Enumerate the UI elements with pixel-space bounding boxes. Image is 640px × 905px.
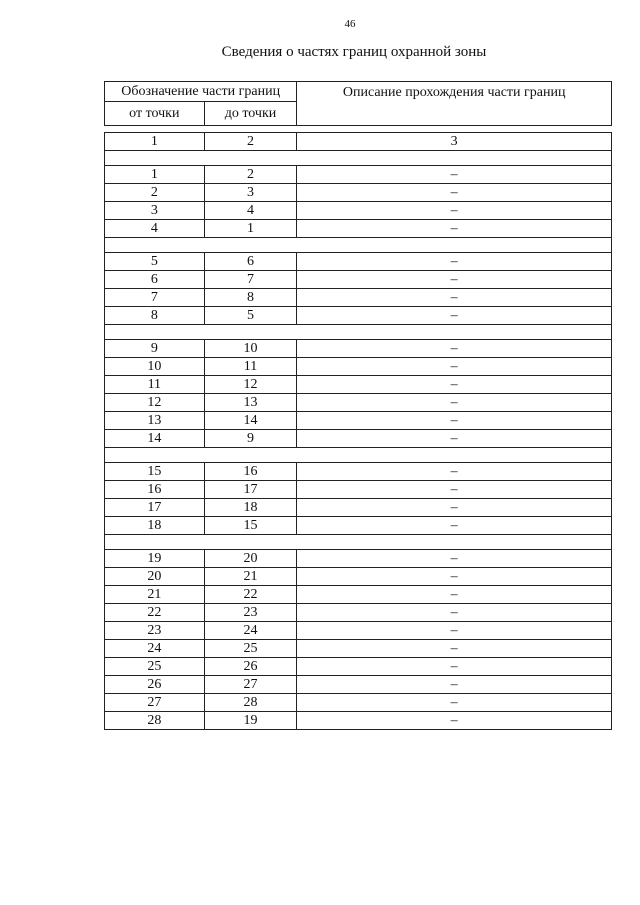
description-cell: – (297, 358, 612, 376)
from-point-cell: 6 (105, 271, 205, 289)
from-point-cell: 9 (105, 340, 205, 358)
from-point-cell: 21 (105, 586, 205, 604)
table-row (105, 340, 612, 358)
description-cell: – (297, 376, 612, 394)
page-title: Сведения о частях границ охранной зоны (221, 44, 487, 60)
description-cell: – (297, 604, 612, 622)
table-row (105, 568, 612, 586)
table-row (105, 220, 612, 238)
to-point-cell: 20 (204, 550, 297, 568)
description-cell: – (297, 676, 612, 694)
from-point-cell: 28 (105, 712, 205, 730)
from-point-cell: 19 (105, 550, 205, 568)
description-cell: – (297, 289, 612, 307)
table-row (105, 412, 612, 430)
column-number: 2 (204, 133, 297, 151)
description-cell: – (297, 271, 612, 289)
from-point-cell: 17 (105, 499, 205, 517)
to-point-cell: 28 (204, 694, 297, 712)
to-point-cell: 21 (204, 568, 297, 586)
column-number: 1 (105, 133, 205, 151)
to-point-cell: 9 (204, 430, 297, 448)
table-row (105, 499, 612, 517)
from-point-cell: 13 (105, 412, 205, 430)
to-point-cell: 17 (204, 481, 297, 499)
description-cell: – (297, 184, 612, 202)
group-separator-row (105, 151, 612, 166)
group-separator-row (105, 535, 612, 550)
description-cell: – (297, 394, 612, 412)
to-point-cell: 26 (204, 658, 297, 676)
from-point-cell: 2 (105, 184, 205, 202)
description-cell: – (297, 253, 612, 271)
description-cell: – (297, 430, 612, 448)
table-row (105, 394, 612, 412)
page-number: 46 (344, 18, 356, 30)
table-row (105, 604, 612, 622)
from-point-cell: 23 (105, 622, 205, 640)
to-point-cell: 5 (204, 307, 297, 325)
table-row (105, 253, 612, 271)
column-number-row (105, 133, 612, 151)
to-point-cell: 6 (204, 253, 297, 271)
to-point-cell: 13 (204, 394, 297, 412)
description-cell: – (297, 307, 612, 325)
from-point-cell: 8 (105, 307, 205, 325)
description-cell: – (297, 658, 612, 676)
to-point-cell: 23 (204, 604, 297, 622)
to-point-cell: 1 (204, 220, 297, 238)
to-point-cell: 18 (204, 499, 297, 517)
description-cell: – (297, 166, 612, 184)
to-point-cell: 4 (204, 202, 297, 220)
description-cell: – (297, 640, 612, 658)
description-cell: – (297, 412, 612, 430)
description-cell: – (297, 550, 612, 568)
table-row (105, 358, 612, 376)
from-point-cell: 4 (105, 220, 205, 238)
from-point-cell: 24 (105, 640, 205, 658)
description-cell: – (297, 712, 612, 730)
table-row (105, 658, 612, 676)
description-cell: – (297, 463, 612, 481)
table-row (105, 550, 612, 568)
from-point-cell: 3 (105, 202, 205, 220)
from-point-cell: 22 (105, 604, 205, 622)
description-cell: – (297, 517, 612, 535)
to-point-cell: 3 (204, 184, 297, 202)
table-row (105, 712, 612, 730)
table-row (105, 289, 612, 307)
from-point-cell: 14 (105, 430, 205, 448)
from-point-cell: 5 (105, 253, 205, 271)
from-point-cell: 10 (105, 358, 205, 376)
to-point-cell: 22 (204, 586, 297, 604)
to-point-cell: 27 (204, 676, 297, 694)
spacer-row (105, 126, 612, 133)
header-boundary-designation: Обозначение части границ (105, 82, 297, 102)
from-point-cell: 15 (105, 463, 205, 481)
group-separator-row (105, 448, 612, 463)
from-point-cell: 12 (105, 394, 205, 412)
description-cell: – (297, 202, 612, 220)
description-cell: – (297, 220, 612, 238)
to-point-cell: 25 (204, 640, 297, 658)
from-point-cell: 27 (105, 694, 205, 712)
group-separator-row (105, 238, 612, 253)
from-point-cell: 25 (105, 658, 205, 676)
to-point-cell: 7 (204, 271, 297, 289)
table-row (105, 622, 612, 640)
boundary-parts-table (104, 81, 612, 730)
table-row (105, 430, 612, 448)
description-cell: – (297, 568, 612, 586)
from-point-cell: 11 (105, 376, 205, 394)
table-row (105, 376, 612, 394)
from-point-cell: 26 (105, 676, 205, 694)
from-point-cell: 16 (105, 481, 205, 499)
table-row (105, 640, 612, 658)
to-point-cell: 19 (204, 712, 297, 730)
table-header-row (105, 82, 612, 102)
header-description: Описание прохождения части границ (297, 82, 612, 126)
to-point-cell: 12 (204, 376, 297, 394)
from-point-cell: 20 (105, 568, 205, 586)
group-separator-row (105, 325, 612, 340)
to-point-cell: 15 (204, 517, 297, 535)
table-row (105, 463, 612, 481)
to-point-cell: 2 (204, 166, 297, 184)
from-point-cell: 18 (105, 517, 205, 535)
table-row (105, 586, 612, 604)
to-point-cell: 10 (204, 340, 297, 358)
column-number: 3 (297, 133, 612, 151)
header-from-point: от точки (105, 102, 205, 126)
table-row (105, 166, 612, 184)
table-row (105, 184, 612, 202)
table-row (105, 694, 612, 712)
description-cell: – (297, 481, 612, 499)
description-cell: – (297, 499, 612, 517)
description-cell: – (297, 340, 612, 358)
table-row (105, 271, 612, 289)
description-cell: – (297, 622, 612, 640)
description-cell: – (297, 694, 612, 712)
to-point-cell: 24 (204, 622, 297, 640)
from-point-cell: 7 (105, 289, 205, 307)
table-row (105, 307, 612, 325)
to-point-cell: 11 (204, 358, 297, 376)
from-point-cell: 1 (105, 166, 205, 184)
table-row (105, 481, 612, 499)
table-row (105, 202, 612, 220)
to-point-cell: 16 (204, 463, 297, 481)
description-cell: – (297, 586, 612, 604)
table-row (105, 517, 612, 535)
to-point-cell: 14 (204, 412, 297, 430)
header-to-point: до точки (204, 102, 297, 126)
table-row (105, 676, 612, 694)
to-point-cell: 8 (204, 289, 297, 307)
